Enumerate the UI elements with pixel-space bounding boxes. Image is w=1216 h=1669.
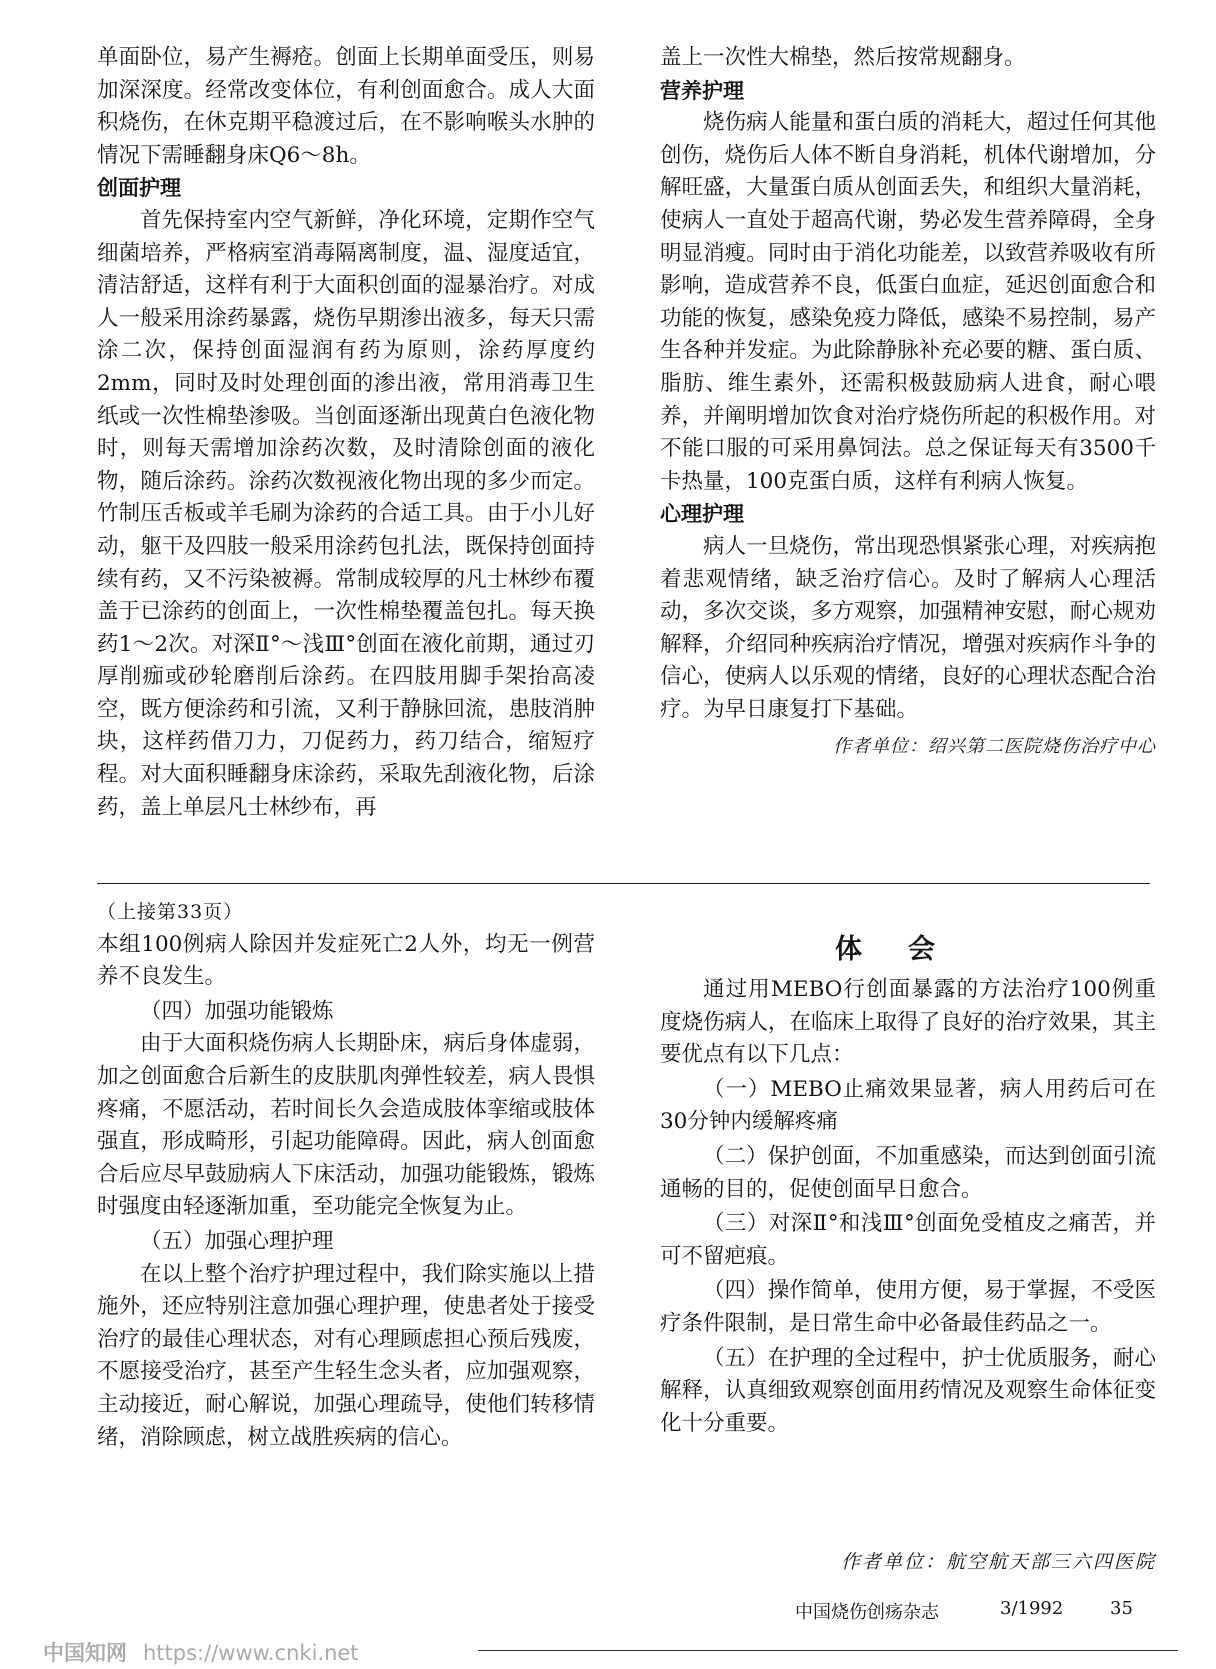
heading-nutrition-care: 营养护理 <box>660 78 744 103</box>
continued-from-label: （上接第33页） <box>97 901 244 923</box>
paragraph-psych-care: 在以上整个治疗护理过程中，我们除实施以上措施外，还应特别注意加强心理护理，使患者处于接受治疗的最佳心理状态，对有心理顾虑担心预后残废，不愿接受治疗，甚至产生轻生念头者，应加强观察，主动接近，耐心解说，加强心理疏导，使他们转移情绪，消除顾虑，树立战胜疾病的信心。 <box>97 1261 595 1450</box>
heading-wound-care: 创面护理 <box>97 176 181 201</box>
footer-rule <box>478 1650 1178 1651</box>
list-item: （四）操作简单，使用方便，易于掌握，不受医疗条件限制，是日常生命中必备最佳药品之一。 <box>660 1278 1156 1336</box>
paragraph-continuation: 盖上一次性大棉垫，然后按常规翻身。 <box>660 45 1026 70</box>
author-affiliation: 作者单位：绍兴第二医院烧伤治疗中心 <box>833 736 1156 758</box>
list-item: （五）在护理的全过程中，护士优质服务，耐心解释，认真细致观察创面用药情况及观察生命体征变化十分重要。 <box>660 1345 1156 1436</box>
issue-number: 3/1992 <box>1000 1598 1064 1619</box>
paragraph-psych-care: 病人一旦烧伤，常出现恐惧紧张心理，对疾病抱着悲观情绪，缺乏治疗信心。及时了解病人心理活动，多次交谈，多方观察，加强精神安慰，耐心规劝解释，介绍同种疾病治疗情况，增强对疾病作斗争的信心，使病人以乐观的情绪，良好的心理状态配合治疗。为早日康复打下基础。 <box>660 533 1156 722</box>
list-item: （三）对深Ⅱ°和浅Ⅲ°创面免受植皮之痛苦，并可不留疤痕。 <box>660 1211 1156 1269</box>
page-number: 35 <box>1110 1598 1133 1619</box>
heading-psych-care: （五）加强心理护理 <box>140 1228 334 1254</box>
author-affiliation: 作者单位：航空航天部三六四医院 <box>840 1551 1156 1573</box>
paragraph-intro: 通过用MEBO行创面暴露的方法治疗100例重度烧伤病人，在临床上取得了良好的治疗效果，其主要优点有以下几点： <box>660 977 1156 1068</box>
paragraph-continuation: 本组100例病人除因并发症死亡2人外，均无一例营养不良发生。 <box>97 931 595 990</box>
section-title: 体会 <box>835 934 981 965</box>
paragraph-wound-care: 首先保持室内空气新鲜，净化环境，定期作空气细菌培养，严格病室消毒隔离制度，温、湿度适宜，清洁舒适，这样有利于大面积创面的湿暴治疗。对成人一般采用涂药暴露，烧伤早期渗出液多，每天只需涂二次，保持创面湿润有药为原则，涂药厚度约2mm，同时及时处理创面的渗出液，常用消毒卫生纸或一次性棉垫渗吸。当创面逐渐出现黄白色液化物时，则每天需增加涂药次数，及时清除创面的液化物，随后涂药。涂药次数视液化物出现的多少而定。竹制压舌板或羊毛刷为涂药的合适工具。由于小儿好动，躯干及四肢一般采用涂药包扎法，既保持创面持续有药，又不污染被褥。常制成较厚的凡士林纱布覆盖于已涂药的创面上，一次性棉垫覆盖包扎。每天换药1～2次。对深Ⅱ°～浅Ⅲ°创面在液化前期，通过刃厚削痂或砂轮磨削后涂药。在四肢用脚手架抬高凌空，既方便涂药和引流，又利于静脉回流，患肢消肿块，这样药借刀力，刀促药力，药刀结合，缩短疗程。对大面积睡翻身床涂药，采取先刮液化物，后涂药，盖上单层凡士林纱布，再 <box>97 207 595 820</box>
paragraph-nutrition-care: 烧伤病人能量和蛋白质的消耗大，超过任何其他创伤，烧伤后人体不断自身消耗，机体代谢增加，分解旺盛，大量蛋白质从创面丢失，和组织大量消耗，使病人一直处于超高代谢，势必发生营养障碍，全身明显消瘦。同时由于消化功能差，以致营养吸收有所影响，造成营养不良，低蛋白血症，延迟创面愈合和功能的恢复，感染免疫力降低，感染不易控制，易产生各种并发症。为此除静脉补充必要的糖、蛋白质、脂肪、维生素外，还需积极鼓励病人进食，耐心喂养，并阐明增加饮食对治疗烧伤所起的积极作用。对不能口服的可采用鼻饲法。总之保证每天有3500千卡热量，100克蛋白质，这样有利病人恢复。 <box>660 110 1156 494</box>
paragraph-functional-exercise: 由于大面积烧伤病人长期卧床，病后身体虚弱，加之创面愈合后新生的皮肤肌肉弹性较差，病人畏惧疼痛，不愿活动，若时间长久会造成肢体挛缩或肢体强直，形成畸形，引起功能障碍。因此，病人创面愈合后应尽早鼓励病人下床活动，加强功能锻炼，锻炼时强度由轻逐渐加重，至功能完全恢复为止。 <box>97 1031 595 1220</box>
list-item: （二）保护创面，不加重感染，而达到创面引流通畅的目的，促使创面早日愈合。 <box>660 1143 1156 1202</box>
heading-psych-care: 心理护理 <box>660 502 744 527</box>
bottom-right-column <box>660 928 1156 1440</box>
article-divider <box>97 883 1150 884</box>
paragraph-continuation: 单面卧位，易产生褥疮。创面上长期单面受压，则易加深深度。经常改变体位，有利创面愈合。成人大面积烧伤，在休克期平稳渡过后，在不影响喉头水肿的情况下需睡翻身床Q6～8h。 <box>97 45 595 168</box>
heading-functional-exercise: （四）加强功能锻炼 <box>140 998 334 1024</box>
cnki-watermark <box>43 1637 359 1667</box>
journal-name: 中国烧伤创疡杂志 <box>795 1602 939 1623</box>
list-item: （一）MEBO止痛效果显著，病人用药后可在30分钟内缓解疼痛 <box>660 1076 1156 1135</box>
top-left-column <box>97 42 595 824</box>
bottom-left-column <box>97 896 595 1454</box>
cnki-url: https://www.cnki.net <box>143 1641 359 1665</box>
cnki-logo-text: 中国知网 <box>43 1641 127 1665</box>
top-right-column <box>660 42 1156 762</box>
